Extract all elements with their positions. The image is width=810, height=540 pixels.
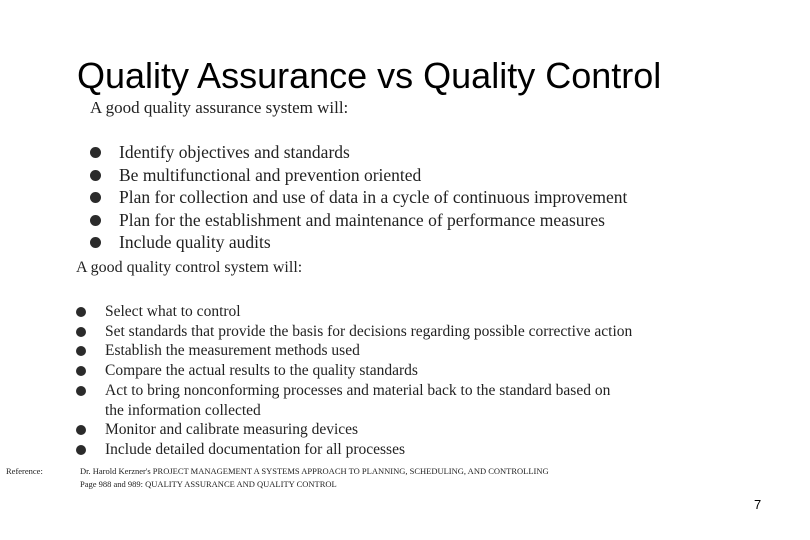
bullet-icon <box>90 147 101 158</box>
list-item <box>76 302 632 322</box>
list-item <box>76 361 632 381</box>
bullet-icon <box>76 386 86 396</box>
list-item <box>76 420 632 440</box>
list-item <box>90 209 627 232</box>
qa-heading: A good quality assurance system will: <box>90 98 349 117</box>
slide-title: Quality Assurance vs Quality Control <box>77 55 662 96</box>
qc-bullet-list <box>76 302 632 460</box>
list-item-text: Identify objectives and standards <box>119 142 350 162</box>
list-item <box>76 381 632 420</box>
list-item-text-continued: the information collected <box>105 401 261 419</box>
qc-heading: A good quality control system will: <box>76 259 303 276</box>
list-item-text: Be multifunctional and prevention oriented <box>119 164 422 185</box>
list-item <box>76 341 632 361</box>
reference-line: Page 988 and 989: QUALITY ASSURANCE AND QUALITY CONTROL <box>80 479 337 489</box>
bullet-icon <box>90 215 101 226</box>
qa-bullet-list <box>90 141 627 254</box>
page-number: 7 <box>754 497 762 512</box>
bullet-icon <box>76 307 86 317</box>
list-item-text: Monitor and calibrate measuring devices <box>105 421 359 439</box>
list-item <box>76 440 632 460</box>
bullet-icon <box>76 346 86 356</box>
list-item-text: Plan for collection and use of data in a cycle of continuous improvement <box>119 187 628 207</box>
list-item-text: Plan for the establishment and maintenance of performance measures <box>119 209 605 230</box>
list-item-text: Compare the actual results to the quality standards <box>105 362 418 380</box>
bullet-icon <box>76 366 86 376</box>
list-item <box>90 186 627 209</box>
list-item-text: Set standards that provide the basis for decisions regarding possible corrective action <box>105 322 633 340</box>
list-item-text: Select what to control <box>105 303 241 320</box>
bullet-icon <box>90 170 101 181</box>
reference-citation <box>80 465 680 491</box>
list-item <box>90 231 627 254</box>
bullet-icon <box>90 192 101 203</box>
bullet-icon <box>76 327 86 337</box>
bullet-icon <box>90 237 101 248</box>
list-item <box>76 322 632 342</box>
reference-line: Dr. Harold Kerzner's PROJECT MANAGEMENT A SYSTEMS APPROACH TO PLANNING, SCHEDULING, AND CONTROLLING <box>80 466 549 476</box>
list-item-text: Establish the measurement methods used <box>105 342 360 360</box>
bullet-icon <box>76 445 86 455</box>
bullet-icon <box>76 425 86 435</box>
reference-label: Reference: <box>6 466 43 476</box>
list-item-text: Act to bring nonconforming processes and material back to the standard based on <box>105 381 611 399</box>
list-item <box>90 141 627 164</box>
list-item <box>90 164 627 187</box>
list-item-text: Include detailed documentation for all processes <box>105 440 405 458</box>
list-item-text: Include quality audits <box>119 232 271 252</box>
